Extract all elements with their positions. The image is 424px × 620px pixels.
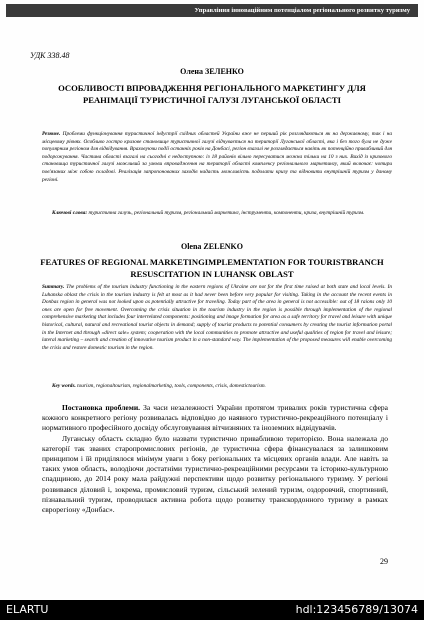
running-header: Управління інноваційним потенціалом регіонального розвитку туризму [6, 4, 418, 17]
section-lead: Постановка проблеми. [62, 403, 141, 412]
abstract-label-en: Summary. [42, 284, 65, 290]
footer-handle: hdl:123456789/13074 [295, 603, 418, 616]
body-paragraph: Луганську область складно було назвати туристично привабливою територією. Вона належала до категорії так званих старопромислових регіонів, де туристична сфера фінансувалася за залишковим принципом і їй приділялося мінімум уваги з боку регіональних та місцевих органів влади. Але навіть за таких умов область, володіючи достатніми туристично-рекреаційними ресурсами та історико-культурною спадщиною, до 2014 року мала райдужні перспективи щодо розвитку регіонального туризму. У регіоні розвивався діловий і, зокрема, промисловий туризм, сільський зелений туризм, оздоровчий, спортивний, пізнавальний туризм, проводилася активна робота щодо розвитку транскордонного туризму в рамках єврорегіону «Донбас». [42, 433, 388, 515]
keywords-text-en: tourism, regionaltourism, regionalmarketing, tools, components, crisis, domestictourism. [77, 383, 266, 389]
abstract-ua [42, 131, 392, 184]
body-text [42, 403, 388, 515]
abstract-text-ua: Проблеми функціонування туристичної індустрії східних областей України вже не перший рік розглядаються як на державному, так і на місцевому рівнях. Особливо гостро кризове становище туристичної галузі відчувається на території Луганської області, яка і без того була не дуже популярним регіоном для відвідування. Враховуючи події останніх років на Донбасі, регіон взагалі не розглядається навіть як потенційно привабливий для подорожування. Частина області взагалі на сьогодні є недоступною: із 18 районів вільно пересуватися можна тільки на 10 з них. Вихід із кризового становища туристичної галузі можливий за умови впровадження на території області комплексу регіонального маркетингу, який включає: чотири пов'язаних між собою складові. Реалізація запропонованих заходів надасть можливість подолати кризу та відновити внутрішній туризм у даному регіоні. [42, 131, 392, 183]
keywords-text-ua: туристична галузь, регіональний туризм, регіональний маркетинг, інструменти, компоненти, криза, внутрішній туризм. [88, 210, 365, 216]
abstract-en [42, 284, 392, 352]
footer-repository: ELARTU [6, 603, 49, 616]
abstract-label-ua: Резюме. [42, 131, 61, 137]
author-en: Olena ZELENKO [180, 242, 243, 251]
keywords-label-ua: Ключові слова: [52, 210, 88, 216]
author-ua: Олена ЗЕЛЕНКО [180, 67, 244, 76]
article-title-ua: ОСОБЛИВОСТІ ВПРОВАДЖЕННЯ РЕГІОНАЛЬНОГО МАРКЕТИНГУ ДЛЯ РЕАНІМАЦІЇ ТУРИСТИЧНОЇ ГАЛУЗІ ЛУГАНСЬКОЇ ОБЛАСТІ [58, 83, 366, 105]
abstract-text-en: The problems of the tourism industry functioning in the eastern regions of Ukraine are not for the first time raised at both state and local levels. In Luhanska oblast the crisis in the tourism industry is felt at most as it had never been before very popular for visiting. Taking in the account the recent events in Donbas region in general was not looked upon as potentially attractive for traveling. Today part of the area in general is not accessible: out of 18 raions only 10 ones are open for free movement. Overcoming the crisis situation in the tourism industry in the region is possible through implementation of the regional comprehensive marketing that includes four interrelated components: positioning and image formation for area as a safe territory for travel and leisure with unique historical, cultural, natural and recreational tourist objects in demand; supply of tourist products to potential consumers by creating the tourist information portal in the Internet and through «direct sale» system; cooperation with the local communities to promote attractive and useful qualities of region for travel and leisure; lateral marketing – search and creation of innovative tourism product in a non-standard way. The implementation of the proposed measures will enable overcoming the crisis and restore domestic tourism in the region. [42, 284, 393, 351]
udc-code: УДК 338.48 [30, 51, 70, 60]
keywords-label-en: Key words. [52, 383, 76, 389]
article-title-en: FEATURES OF REGIONAL MARKETINGIMPLEMENTATION FOR TOURISTBRANCH RESUSCITATION IN LUHANSK OBLAST [40, 257, 384, 279]
keywords-ua [52, 210, 392, 218]
body-paragraph-text: За часи незалежності України протягом тривалих років туристична сфера кожного конкретного регіону розвивалась відповідно до наявного туристично-рекреаційного потенціалу і нормативного професійного досвіду обслуговування вітчизняних та іноземних відвідувачів. [42, 403, 388, 433]
footer-bar [0, 600, 424, 620]
page-number: 29 [380, 557, 388, 566]
keywords-en [52, 383, 392, 391]
body-paragraph [42, 403, 388, 434]
